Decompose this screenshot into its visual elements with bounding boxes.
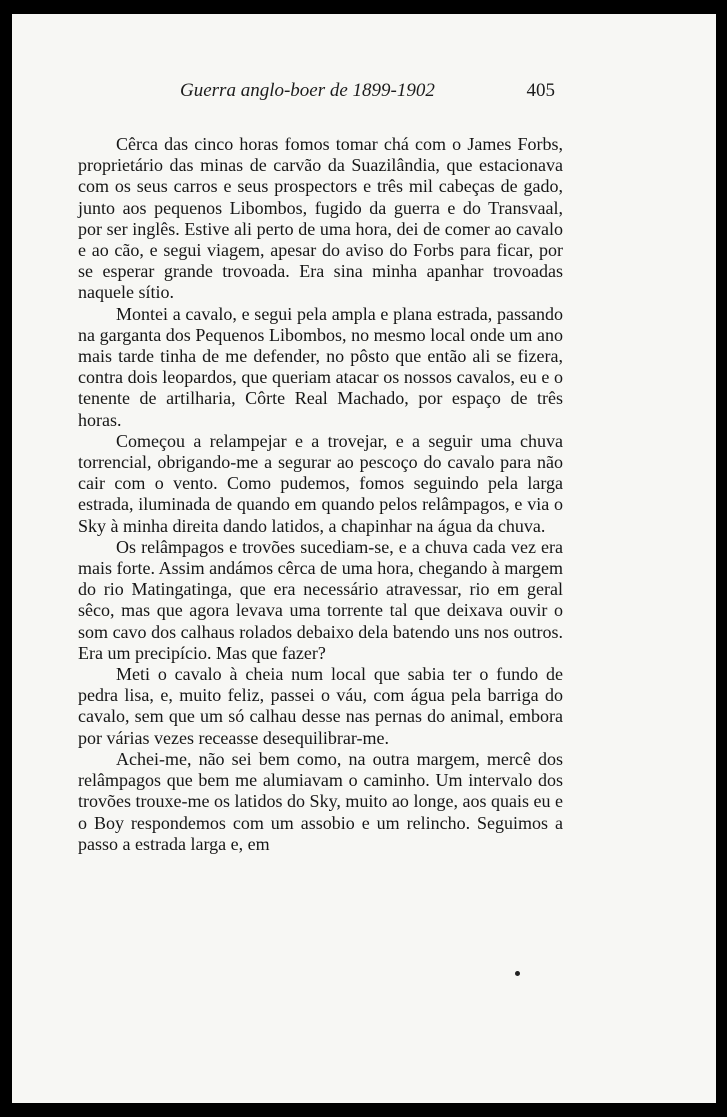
body-text: [78, 134, 563, 855]
paragraph: Montei a cavalo, e segui pela ampla e plana estrada, passando na garganta dos Pequenos Libombos, no mesmo local onde um ano mais tarde tinha de me defender, no pôsto que então ali se fizera, contra dois leopardos, que queriam atacar os nossos cavalos, eu e o tenente de artilharia, Côrte Real Machado, por espaço de três horas.: [78, 303, 563, 430]
paragraph: Cêrca das cinco horas fomos tomar chá com o James Forbs, proprietário das minas de carvão da Suazilândia, que estacionava com os seus carros e seus prospectors e três mil cabeças de gado, junto aos pequenos Libombos, fugido da guerra e do Transvaal, por ser inglês. Estive ali perto de uma hora, dei de comer ao cavalo e ao cão, e segui viagem, apesar do aviso do Forbs para ficar, por se esperar grande trovoada. Era sina minha apanhar trovoadas naquele sítio.: [78, 134, 563, 303]
printer-mark: [515, 971, 520, 976]
paragraph: Os relâmpagos e trovões sucediam-se, e a chuva cada vez era mais forte. Assim andámos cêrca de uma hora, chegando à margem do rio Matingatinga, que era necessário atravessar, rio em geral sêco, mas que agora levava uma torrente tal que deixava ouvir o som cavo dos calhaus rolados debaixo dela batendo uns nos outros. Era um precipício. Mas que fazer?: [78, 536, 563, 663]
running-title: Guerra anglo-boer de 1899-1902: [180, 80, 435, 101]
book-page: [12, 14, 716, 1103]
paragraph: Achei-me, não sei bem como, na outra margem, mercê dos relâmpagos que bem me alumiavam o caminho. Um intervalo dos trovões trouxe-me os latidos do Sky, muito ao longe, aos quais eu e o Boy respondemos com um assobio e um relincho. Seguimos a passo a estrada larga e, em: [78, 748, 563, 854]
paragraph: Começou a relampejar e a trovejar, e a seguir uma chuva torrencial, obrigando-me a segurar ao pescoço do cavalo para não cair com o vento. Como pudemos, fomos seguindo pela larga estrada, iluminada de quando em quando pelos relâmpagos, e via o Sky à minha direita dando latidos, a chapinhar na água da chuva.: [78, 430, 563, 536]
page-number: 405: [526, 80, 555, 101]
running-header: [180, 80, 555, 102]
paragraph: Meti o cavalo à cheia num local que sabia ter o fundo de pedra lisa, e, muito feliz, passei o váu, com água pela barriga do cavalo, sem que um só calhau desse nas pernas do animal, embora por várias vezes receasse desequilibrar-me.: [78, 664, 563, 748]
